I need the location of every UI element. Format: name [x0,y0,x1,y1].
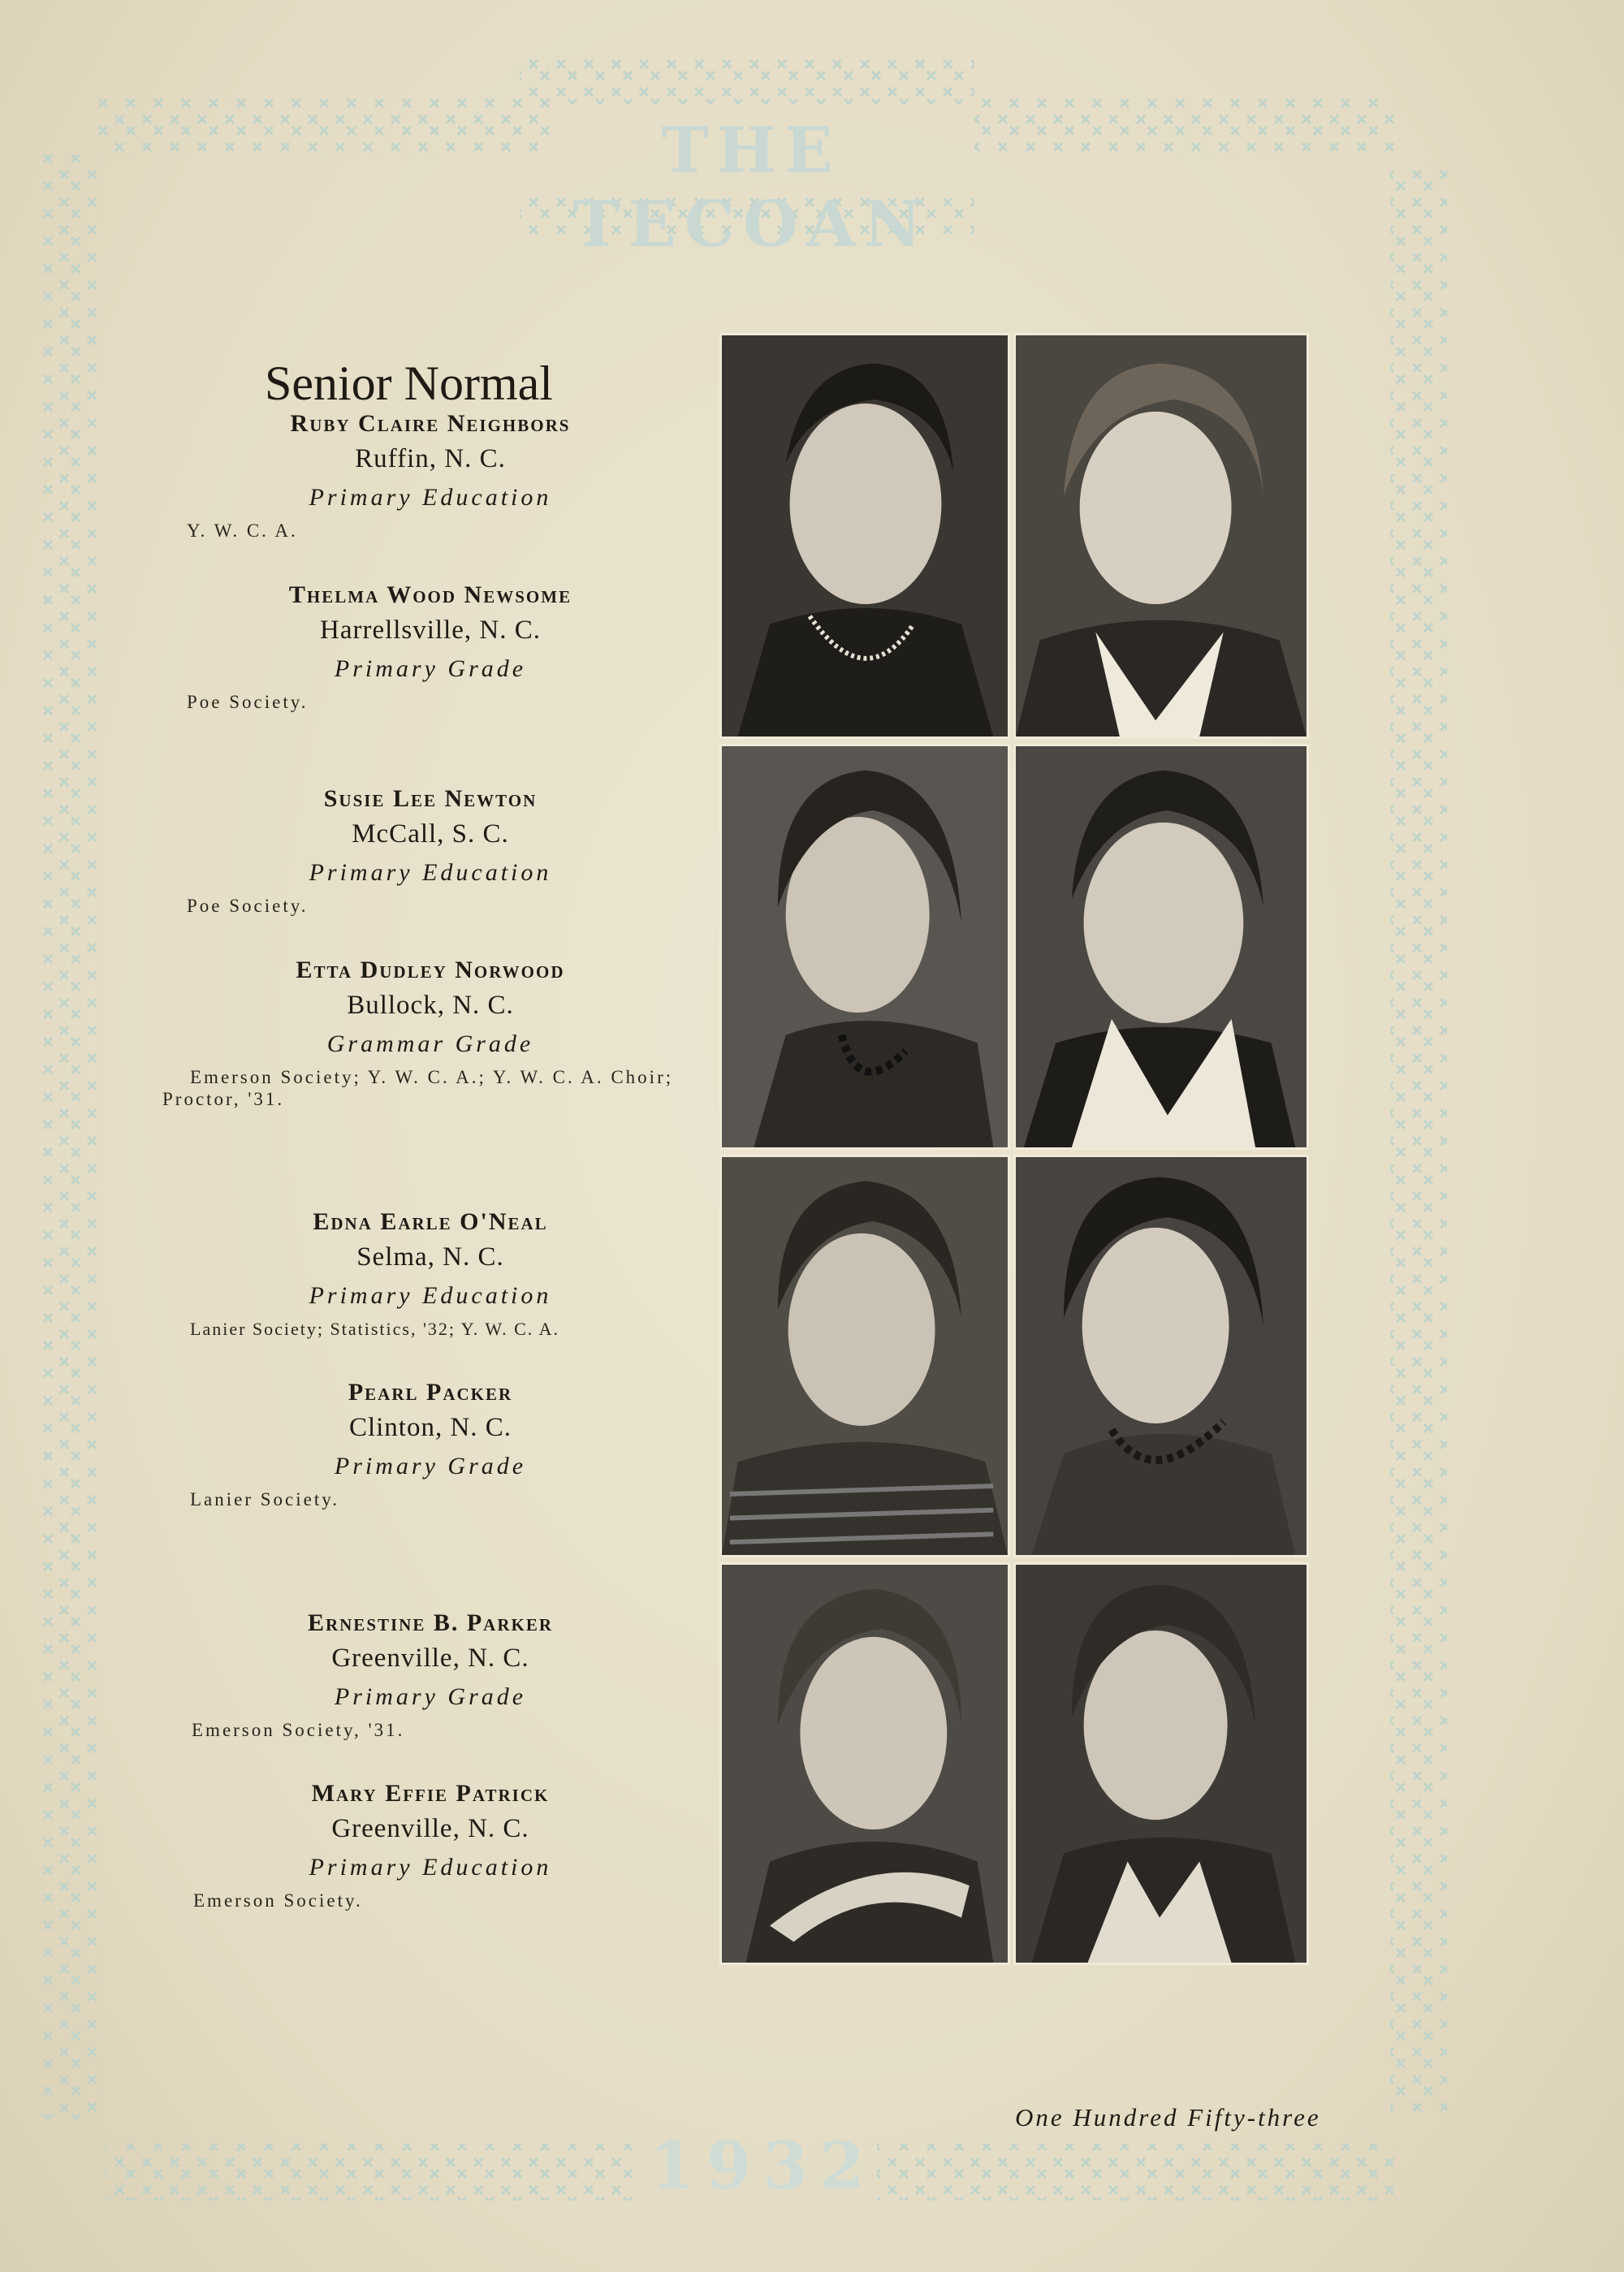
student-hometown: Greenville, N. C. [331,1644,529,1673]
student-hometown: McCall, S. C. [352,819,509,849]
portrait-packer [1013,1155,1309,1557]
entry-newton [162,785,731,917]
entry-norwood [162,957,731,1110]
student-activities: Poe Society. [187,692,309,712]
footer-year: 1932 [650,2127,876,2204]
student-name: Edna Earle O'Neal [313,1208,548,1235]
student-course: Primary Grade [334,1683,527,1710]
student-activities: Emerson Society, '31. [192,1720,405,1740]
student-course: Primary Grade [334,1453,527,1479]
student-activities: Y. W. C. A. [187,520,298,541]
entry-oneal [162,1208,731,1340]
entry-patrick [162,1780,731,1911]
student-name: Ruby Claire Neighbors [290,410,571,437]
student-course: Primary Education [309,1282,552,1309]
student-name: Etta Dudley Norwood [296,957,565,983]
entry-packer [162,1379,731,1510]
student-activities: Emerson Society; Y. W. C. A.; Y. W. C. A. Choir; Proctor, '31. [162,1067,674,1109]
student-course: Primary Education [309,859,552,886]
page-number: One Hundred Fifty-three [1015,2103,1321,2132]
student-course: Primary Education [309,1854,552,1881]
student-name: Susie Lee Newton [323,785,538,812]
student-hometown: Clinton, N. C. [348,1413,512,1442]
student-activities: Emerson Society. [193,1890,363,1911]
portrait-neighbors [719,333,1010,739]
portrait-norwood [1013,744,1309,1150]
student-hometown: Ruffin, N. C. [355,444,506,473]
portrait-oneal [719,1155,1010,1557]
entry-neighbors [162,410,731,542]
entry-parker [162,1609,731,1741]
portrait-newton [719,744,1010,1150]
entry-newsome [162,581,731,713]
student-name: Ernestine B. Parker [307,1609,554,1636]
student-name: Thelma Wood Newsome [288,581,572,608]
student-activities: Lanier Society; Statistics, '32; Y. W. C. A. [190,1319,559,1339]
student-course: Primary Education [309,484,552,511]
portrait-newsome [1013,333,1309,739]
portrait-grid [719,333,1309,1962]
portrait-parker [719,1562,1010,1965]
masthead-title: THE TECOAN [572,114,930,261]
student-hometown: Bullock, N. C. [347,991,514,1020]
student-course: Grammar Grade [326,1030,534,1057]
student-course: Primary Grade [334,655,527,682]
student-name: Pearl Packer [348,1379,513,1406]
section-heading: Senior Normal [265,356,553,411]
student-activities: Poe Society. [187,896,309,916]
student-name: Mary Effie Patrick [311,1780,550,1807]
student-hometown: Selma, N. C. [356,1242,504,1272]
student-hometown: Harrellsville, N. C. [319,616,542,645]
student-hometown: Greenville, N. C. [331,1814,529,1843]
portrait-patrick [1013,1562,1309,1965]
student-activities: Lanier Society. [190,1489,340,1510]
